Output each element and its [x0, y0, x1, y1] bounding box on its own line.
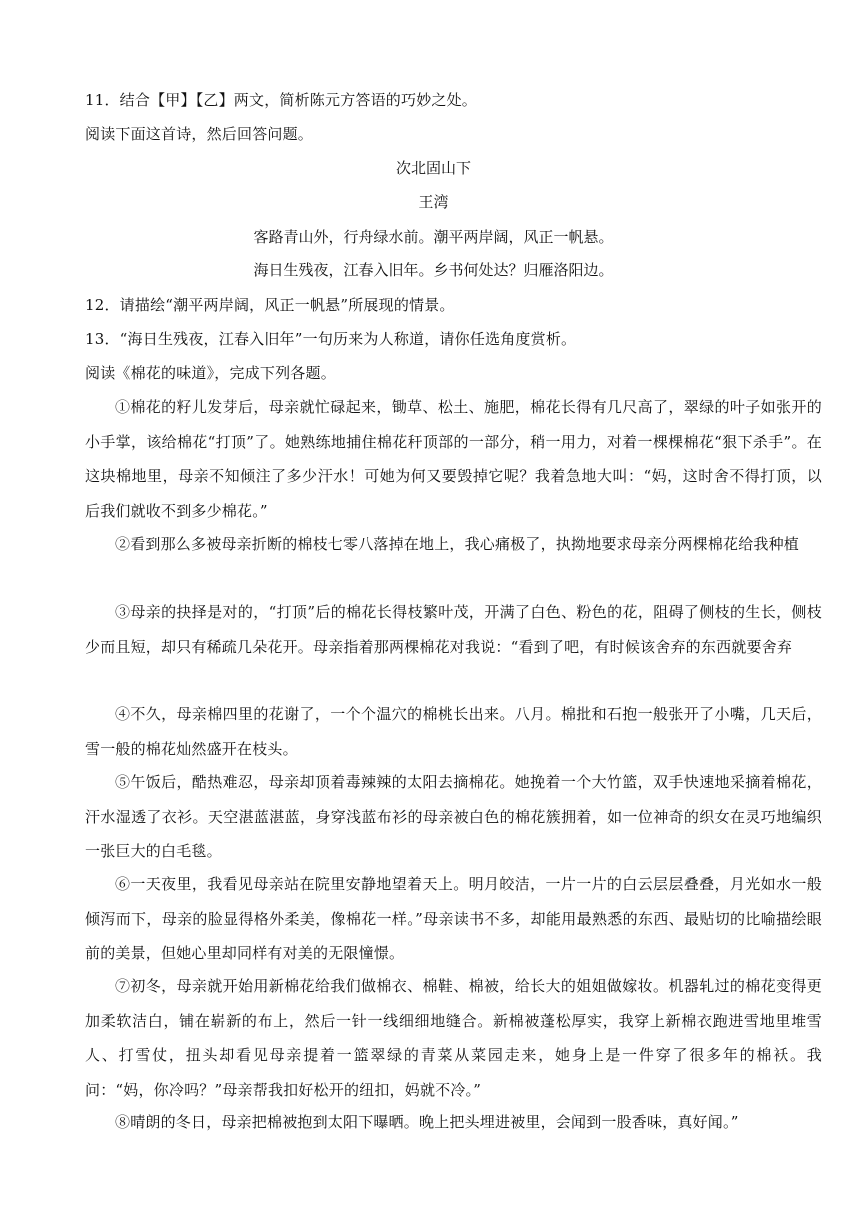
- question-13: 13．“海日生残夜，江春入旧年”一句历来为人称道，请你任选角度赏析。: [85, 330, 577, 348]
- passage-paragraph-6: ⑥一天夜里，我看见母亲站在院里安静地望着天上。明月皎洁，一片一片的白云层层叠叠，月光如水一般倾泻而下，母亲的脸显得格外柔美，像棉花一样。”母亲读书不多，却能用最熟悉的东西、最贴切的比喻描绘眼前的美景，但她心里却同样有对美的无限憧憬。: [85, 875, 822, 963]
- passage-paragraph-5: ⑤午饭后，酷热难忍，母亲却顶着毒辣辣的太阳去摘棉花。她挽着一个大竹篮，双手快速地采摘着棉花，汗水湿透了衣衫。天空湛蓝湛蓝，身穿浅蓝布衫的母亲被白色的棉花簇拥着，如一位神奇的织女在灵巧地编织一张巨大的白毛毯。: [85, 773, 822, 861]
- poem-instruction: 阅读下面这首诗，然后回答问题。: [85, 125, 314, 143]
- poem-author: 王湾: [418, 193, 449, 211]
- poem-line-2: 海日生残夜，江春入旧年。乡书何处达？归雁洛阳边。: [253, 261, 614, 279]
- passage-paragraph-7: ⑦初冬，母亲就开始用新棉花给我们做棉衣、棉鞋、棉被，给长大的姐姐做嫁妆。机器轧过的棉花变得更加柔软洁白，铺在崭新的布上，然后一针一线细细地缝合。新棉被蓬松厚实，我穿上新棉衣跑进雪地里堆雪人、打雪仗，扭头却看见母亲提着一篮翠绿的青菜从菜园走来，她身上是一件穿了很多年的棉袄。我问：“妈，你冷吗？”母亲帮我扣好松开的纽扣，妈就不冷。”: [85, 977, 822, 1099]
- passage-paragraph-2: ②看到那么多被母亲折断的棉枝七零八落掉在地上，我心痛极了，执拗地要求母亲分两棵棉花给我种植: [115, 535, 800, 553]
- passage-paragraph-1: ①棉花的籽儿发芽后，母亲就忙碌起来，锄草、松土、施肥，棉花长得有几尺高了，翠绿的叶子如张开的小手掌，该给棉花“打顶”了。她熟练地捕住棉花秆顶部的一部分，稍一用力，对着一棵棵棉花“狠下杀手”。在这块棉地里，母亲不知倾注了多少汗水！可她为何又要毁掉它呢？我着急地大叫：“妈，这时舍不得打顶，以后我们就收不到多少棉花。”: [85, 398, 822, 520]
- passage-paragraph-8: ⑧晴朗的冬日，母亲把棉被抱到太阳下曝晒。晚上把头埋进被里，会闻到一股香味，真好闻。”: [115, 1113, 739, 1131]
- poem-line-1: 客路青山外，行舟绿水前。潮平两岸阔，风正一帆悬。: [253, 228, 614, 246]
- question-11: 11．结合【甲】【乙】两文，简析陈元方答语的巧妙之处。: [85, 91, 477, 109]
- passage-paragraph-4: ④不久，母亲棉四里的花谢了，一个个温穴的棉桃长出来。八月。棉批和石抱一般张开了小嘴，几天后，雪一般的棉花灿然盛开在枝头。: [85, 705, 822, 758]
- passage-paragraph-3: ③母亲的抉择是对的，“打顶”后的棉花长得枝繁叶茂，开满了白色、粉色的花，阻碍了侧枝的生长，侧枝少而且短，却只有稀疏几朵花开。母亲指着那两棵棉花对我说：“看到了吧，有时候该舍弃的东西就要舍弃: [85, 603, 822, 656]
- reading-instruction: 阅读《棉花的味道》，完成下列各题。: [85, 364, 336, 382]
- question-12: 12．请描绘“潮平两岸阔，风正一帆悬”所展现的情景。: [85, 296, 455, 314]
- poem-title: 次北固山下: [395, 159, 471, 177]
